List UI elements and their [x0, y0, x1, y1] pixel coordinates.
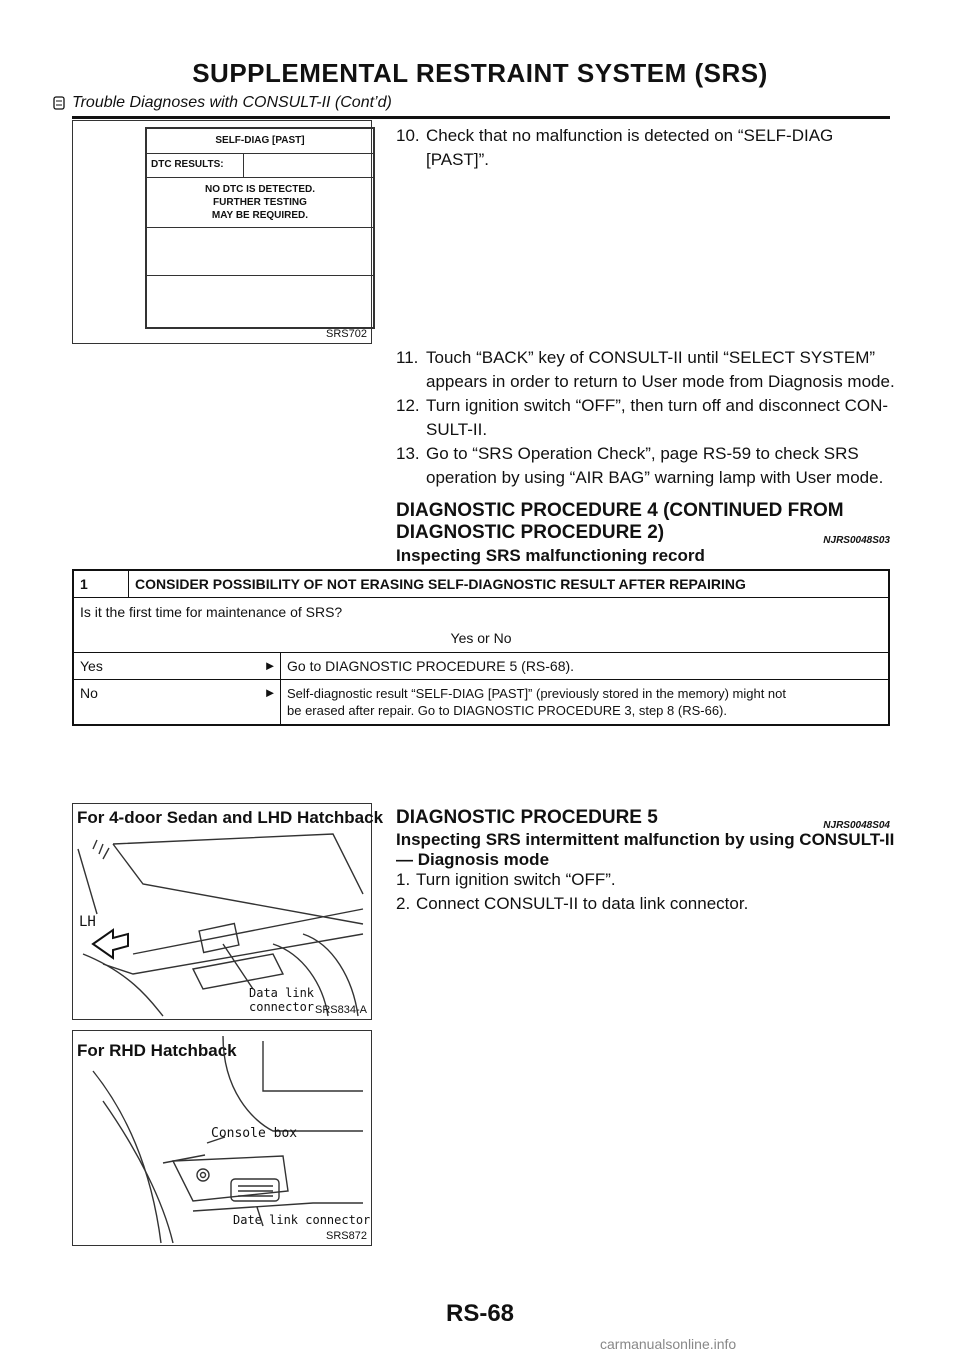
figure-id: SRS834-A	[315, 1004, 367, 1016]
section-4-subheading: Inspecting SRS malfunctioning record	[396, 546, 705, 565]
procedure-table	[72, 569, 890, 726]
figure-caption: For RHD Hatchback	[77, 1041, 237, 1060]
figure-id: SRS702	[326, 328, 367, 340]
step-text-cont: SULT-II.	[426, 420, 488, 439]
step-text: Touch “BACK” key of CONSULT-II until “SELECT SYSTEM”	[426, 348, 876, 367]
dtc-message-line: NO DTC IS DETECTED.	[204, 184, 315, 195]
step-text-cont: [PAST]”.	[426, 150, 489, 169]
step-text: Go to “SRS Operation Check”, page RS-59 to check SRS	[426, 444, 859, 463]
step-number: 13.	[396, 444, 420, 463]
arrow-icon: ►	[260, 680, 281, 724]
screen-title: SELF-DIAG [PAST]	[147, 129, 373, 154]
section-code: NJRS0048S04	[823, 820, 890, 831]
action-line: Go to DIAGNOSTIC PROCEDURE 5 (RS-68).	[287, 658, 575, 674]
table-action	[281, 653, 580, 679]
table-answer: Yes	[80, 658, 103, 674]
table-yes-or-no: Yes or No	[450, 630, 512, 646]
table-step-header	[74, 571, 888, 598]
table-answer: No	[80, 685, 98, 701]
heading-line: DIAGNOSTIC PROCEDURE 5	[396, 807, 658, 828]
figure-caption: For 4-door Sedan and LHD Hatchback	[77, 808, 384, 827]
step-text: Turn ignition switch “OFF”, then turn off and disconnect CON-	[426, 396, 889, 415]
dtc-results-label: DTC RESULTS:	[151, 159, 224, 170]
step-12	[396, 394, 896, 442]
subheading-line: Inspecting SRS intermittent malfunction by using CONSULT-II	[396, 830, 895, 849]
arrow-pointer-icon	[93, 930, 128, 958]
section-5-heading	[396, 807, 890, 829]
label-console-box: Console box	[211, 1126, 298, 1141]
step-11	[396, 346, 896, 394]
page-number: RS-68	[445, 1300, 515, 1327]
step-number: 1.	[396, 870, 411, 889]
dtc-message-line: FURTHER TESTING	[213, 197, 307, 208]
watermark: carmanualsonline.info	[600, 1336, 737, 1352]
figure-data-link-connector-lhd	[72, 803, 384, 1020]
section-4-heading	[396, 500, 890, 544]
figure-id: SRS872	[326, 1230, 367, 1242]
table-question-block	[74, 598, 888, 653]
figure-data-link-connector-rhd	[72, 1030, 372, 1246]
step-5-1	[396, 868, 896, 892]
step-10	[396, 124, 896, 172]
step-text: Connect CONSULT-II to data link connector.	[416, 894, 749, 913]
dtc-header-divider	[243, 153, 244, 177]
step-number: 2.	[396, 894, 411, 913]
figure-self-diag-screen	[72, 120, 372, 344]
subheading-line: — Diagnosis mode	[396, 850, 550, 869]
page-header-title: SUPPLEMENTAL RESTRAINT SYSTEM (SRS)	[192, 58, 768, 88]
header-rule	[72, 116, 890, 119]
page-header-subtitle: Trouble Diagnoses with CONSULT-II (Cont’d)	[72, 94, 392, 111]
action-line: Self-diagnostic result “SELF-DIAG [PAST]” (previously stored in the memory) might not	[287, 686, 786, 701]
step-5-2	[396, 892, 896, 916]
table-question: Is it the first time for maintenance of SRS?	[80, 604, 343, 620]
screen-rule-1	[147, 227, 373, 228]
table-row	[74, 653, 888, 680]
section-code: NJRS0048S03	[823, 535, 890, 546]
table-row	[74, 680, 888, 724]
step-13	[396, 442, 896, 490]
step-number: 10.	[396, 126, 420, 145]
step-text: Turn ignition switch “OFF”.	[416, 870, 616, 889]
step-number: 11.	[396, 348, 419, 367]
step-text-cont: operation by using “AIR BAG” warning lamp with User mode.	[426, 468, 884, 487]
table-action	[281, 680, 792, 724]
step-text: Check that no malfunction is detected on “SELF-DIAG	[426, 126, 834, 145]
label-data-link-connector: Data link connector	[249, 986, 315, 1014]
dtc-header-rule	[147, 177, 373, 178]
arrow-icon: ►	[260, 653, 281, 679]
vehicle-icon	[52, 96, 66, 110]
dtc-message-line: MAY BE REQUIRED.	[211, 210, 309, 221]
heading-line: DIAGNOSTIC PROCEDURE 2)	[396, 522, 665, 543]
table-step-title: CONSIDER POSSIBILITY OF NOT ERASING SELF-DIAGNOSTIC RESULT AFTER REPAIRING	[135, 576, 746, 592]
action-line: be erased after repair. Go to DIAGNOSTIC PROCEDURE 3, step 8 (RS-66).	[287, 703, 727, 718]
heading-line: DIAGNOSTIC PROCEDURE 4 (CONTINUED FROM	[396, 500, 844, 521]
screen-rule-2	[147, 275, 373, 276]
section-5-subheading	[396, 830, 896, 870]
label-date-link-connector: Date link connector	[233, 1213, 371, 1227]
dtc-message	[147, 183, 373, 222]
step-text-cont: appears in order to return to User mode from Diagnosis mode.	[426, 372, 895, 391]
consult-screen	[145, 127, 375, 329]
label-lh: LH	[79, 914, 96, 930]
step-number: 12.	[396, 396, 420, 415]
table-step-number: 1	[74, 571, 129, 597]
